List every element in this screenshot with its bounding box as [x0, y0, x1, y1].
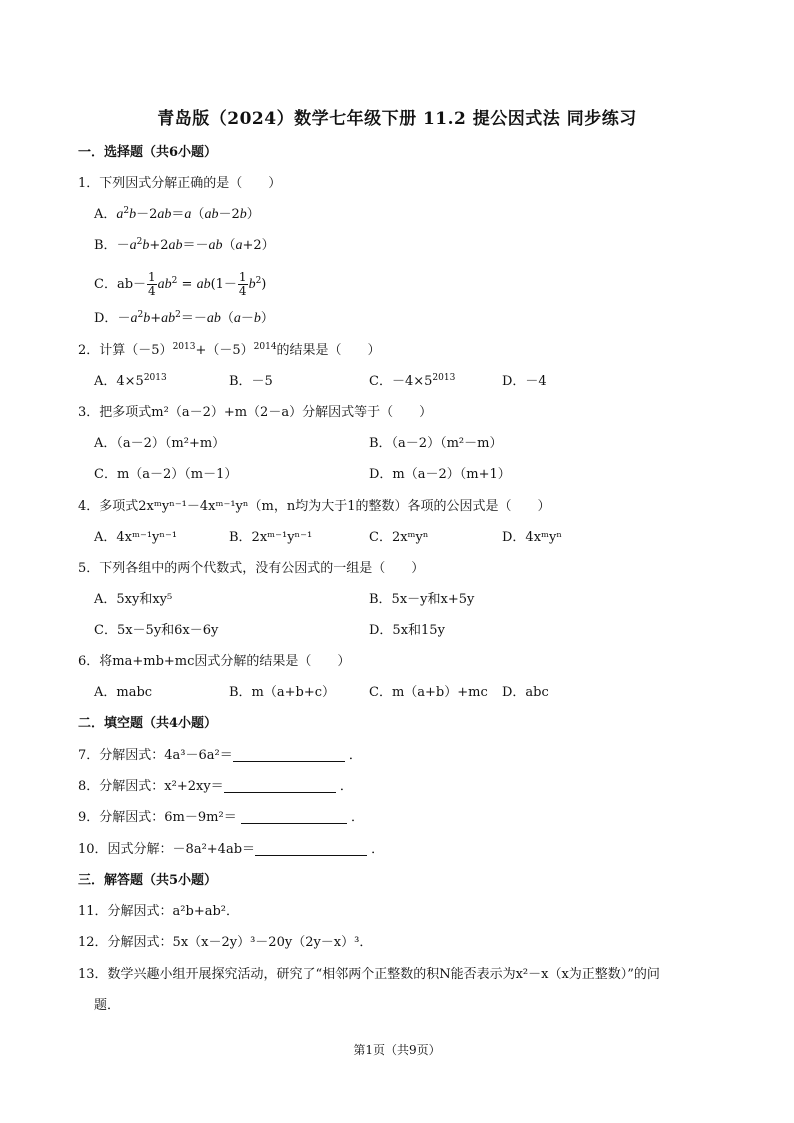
- section-heading-choice: 一．选择题（共6小题）: [78, 145, 218, 160]
- question-number: 3．: [78, 405, 100, 420]
- section-heading-solve: 三．解答题（共5小题）: [78, 873, 218, 888]
- exponent: 2013: [143, 373, 167, 383]
- question-11: [78, 903, 239, 921]
- question-stem: 把多项式m²（a－2）+m（2－a）分解因式等于（ ）: [99, 405, 433, 420]
- question-13-continuation: 题．: [94, 998, 121, 1013]
- question-number: 12．: [78, 935, 108, 950]
- exponent: 2013: [172, 342, 196, 352]
- question-number: 13．: [78, 967, 108, 982]
- question-13: [78, 966, 660, 984]
- option-3d: D．m（a－2）（m+1）: [369, 467, 511, 482]
- option-label: A．: [94, 207, 117, 222]
- question-1: [78, 175, 281, 193]
- section-heading-fill: 二．填空题（共4小题）: [78, 716, 218, 731]
- question-number: 8．: [78, 779, 100, 794]
- question-2: [78, 342, 381, 360]
- answer-blank[interactable]: [233, 747, 345, 762]
- option-2d: D．－4: [502, 374, 547, 389]
- question-stem: 多项式2xᵐyⁿ⁻¹－4xᵐ⁻¹yⁿ（m，n均为大于1的整数）各项的公因式是（ ）: [99, 499, 551, 514]
- option-5a: A．5xy和xy⁵: [94, 592, 173, 607]
- option-4c: C．2xᵐyⁿ: [369, 530, 429, 545]
- option-5d: D．5x和15y: [369, 623, 445, 638]
- question-3: [78, 404, 432, 422]
- option-3c: C．m（a－2）（m－1）: [94, 467, 238, 482]
- option-label: B．: [94, 238, 117, 253]
- option-2b: B．－5: [229, 374, 273, 389]
- question-number: 11．: [78, 904, 108, 919]
- option-4d: D．4xᵐyⁿ: [502, 530, 562, 545]
- question-12: [78, 934, 372, 952]
- answer-blank[interactable]: [241, 809, 347, 824]
- question-stem: 计算（－5）: [99, 343, 173, 358]
- option-6b: B．m（a+b+c）: [229, 685, 336, 700]
- option-1b: B．$-a^2b+2ab=-ab(a+2)$: [94, 237, 275, 253]
- option-4b: B．2xᵐ⁻¹yⁿ⁻¹: [229, 530, 313, 545]
- question-stem: 分解因式：6m－9m²＝: [99, 810, 237, 825]
- exponent: 2013: [432, 373, 456, 383]
- question-stem: 因式分解：－8a²+4ab＝: [107, 842, 256, 857]
- option-text: C．－4×5: [369, 374, 433, 389]
- option-1c: C．ab－ $\frac{1}{4}$ $ab^2 = ab(1-$ $\frac{1}{4}$ $b^2$): [94, 270, 267, 298]
- option-text: A．4×5: [94, 374, 144, 389]
- answer-blank[interactable]: [255, 841, 367, 856]
- question-number: 1．: [78, 176, 100, 191]
- answer-blank[interactable]: [224, 778, 336, 793]
- question-stem: 下列各组中的两个代数式，没有公因式的一组是（ ）: [99, 561, 425, 576]
- question-number: 2．: [78, 343, 100, 358]
- option-5c: C．5x－5y和6x－6y: [94, 623, 219, 638]
- question-10: [78, 841, 384, 859]
- question-stem: 数学兴趣小组开展探究活动，研究了“相邻两个正整数的积N能否表示为x²－x（x为正整数）”的问: [107, 967, 660, 982]
- page-footer: 第1页（共9页）: [353, 1043, 441, 1057]
- question-stem: 分解因式：a²b+ab²．: [107, 904, 240, 919]
- exponent: 2014: [253, 342, 277, 352]
- question-stem: +（－5）: [195, 343, 254, 358]
- question-stem: 下列因式分解正确的是（ ）: [99, 176, 282, 191]
- question-6: [78, 653, 350, 671]
- period: ．: [348, 748, 362, 763]
- period: ．: [339, 779, 353, 794]
- fraction: $\frac{1}{4}$: [238, 270, 247, 298]
- option-6a: A．mabc: [94, 685, 153, 700]
- question-5: [78, 560, 424, 578]
- question-stem: 将ma+mb+mc因式分解的结果是（ ）: [99, 654, 351, 669]
- question-stem: 的结果是（ ）: [276, 343, 381, 358]
- question-number: 4．: [78, 499, 100, 514]
- document-title: 青岛版（2024）数学七年级下册 11.2 提公因式法 同步练习: [157, 109, 637, 129]
- option-6c: C．m（a+b）+mc: [369, 685, 488, 700]
- option-2a: [94, 373, 167, 391]
- question-number: 5．: [78, 561, 100, 576]
- option-1d: D．$-a^2b+ab^2=-ab(a-b)$: [94, 310, 274, 326]
- option-4a: A．4xᵐ⁻¹yⁿ⁻¹: [94, 530, 178, 545]
- option-2c: [369, 373, 455, 391]
- period: ．: [350, 810, 364, 825]
- question-number: 9．: [78, 810, 100, 825]
- option-label: C．: [94, 277, 117, 292]
- option-6d: D．abc: [502, 685, 549, 700]
- question-8: [78, 778, 353, 796]
- question-stem: 分解因式：x²+2xy＝: [99, 779, 224, 794]
- question-7: [78, 747, 362, 765]
- question-stem: 分解因式：5x（x－2y）³－20y（2y－x）³．: [107, 935, 373, 950]
- option-5b: B．5x－y和x+5y: [369, 592, 475, 607]
- question-number: 7．: [78, 748, 100, 763]
- question-stem: 分解因式：4a³－6a²＝: [99, 748, 233, 763]
- fraction: $\frac{1}{4}$: [148, 270, 156, 298]
- question-number: 10．: [78, 842, 108, 857]
- question-9: [78, 809, 364, 827]
- option-label: D．: [94, 311, 118, 326]
- question-4: [78, 498, 551, 516]
- option-1a: A．$a^2b-2ab=a(ab-2b)$: [94, 206, 260, 222]
- option-3b: B．（a－2）（m²－m）: [369, 436, 503, 451]
- question-number: 6．: [78, 654, 100, 669]
- option-3a: A．（a－2）（m²+m）: [94, 436, 226, 451]
- period: ．: [371, 842, 385, 857]
